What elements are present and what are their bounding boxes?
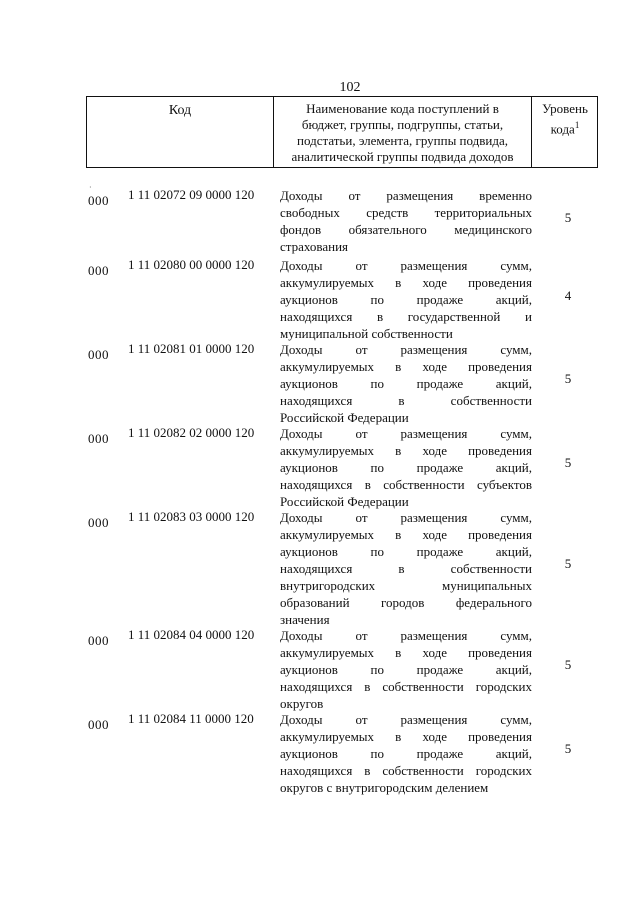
description-line: аукционов по продаже акций, — [280, 376, 532, 391]
admin-code: 000 — [88, 717, 109, 732]
description-line: Доходы от размещения сумм, — [280, 712, 532, 727]
description-line: Доходы от размещения сумм, — [280, 342, 532, 357]
revenue-code: 1 11 02084 11 0000 120 — [128, 711, 254, 726]
admin-code: 000 — [88, 431, 109, 446]
code-level: 4 — [564, 288, 572, 303]
header-name — [274, 101, 531, 165]
description-line: внутригородских муниципальных — [280, 578, 532, 593]
description-line: страхования — [280, 239, 349, 254]
revenue-description — [280, 509, 532, 628]
description-line: Российской Федерации — [280, 410, 409, 425]
header-name-line: подстатьи, элемента, группы подвида, — [297, 133, 508, 148]
header-name-line: бюджет, группы, подгруппы, статьи, — [301, 117, 504, 132]
description-line: находящихся в собственности городских — [280, 679, 532, 694]
description-line: аукционов по продаже акций, — [280, 292, 532, 307]
revenue-code: 1 11 02082 02 0000 120 — [128, 425, 255, 440]
revenue-code: 1 11 02081 01 0000 120 — [128, 341, 255, 356]
description-line: свободных средств территориальных — [280, 205, 532, 220]
description-line: аукционов по продаже акций, — [280, 746, 532, 761]
table-header — [86, 96, 598, 168]
admin-code: 000 — [88, 347, 109, 362]
header-name-line: аналитической группы подвида доходов — [291, 149, 514, 164]
code-level: 5 — [564, 556, 572, 571]
header-level-word: кода — [550, 121, 575, 137]
header-level-line — [532, 117, 598, 137]
description-line: аккумулируемых в ходе проведения — [280, 275, 532, 290]
description-line: образований городов федерального — [280, 595, 532, 610]
admin-code: 000 — [88, 263, 109, 278]
code-level: 5 — [564, 455, 572, 470]
description-line: Доходы от размещения сумм, — [280, 510, 532, 525]
description-line: находящихся в собственности — [280, 561, 532, 576]
description-line: Доходы от размещения сумм, — [280, 258, 532, 273]
admin-code: 000 — [88, 633, 109, 648]
description-line: находящихся в собственности городских — [280, 763, 532, 778]
description-line: аккумулируемых в ходе проведения — [280, 443, 532, 458]
page-number: 102 — [339, 80, 361, 95]
description-line: находящихся в государственной и — [280, 309, 532, 324]
header-name-line: Наименование кода поступлений в — [306, 101, 499, 116]
revenue-code: 1 11 02083 03 0000 120 — [128, 509, 255, 524]
revenue-code: 1 11 02072 09 0000 120 — [128, 187, 255, 202]
header-code: Код — [168, 103, 192, 118]
description-line: муниципальной собственности — [280, 326, 453, 341]
revenue-description — [280, 425, 532, 510]
description-line: значения — [280, 612, 330, 627]
description-line: Доходы от размещения сумм, — [280, 628, 532, 643]
description-line: аккумулируемых в ходе проведения — [280, 527, 532, 542]
description-line: аукционов по продаже акций, — [280, 460, 532, 475]
scan-speck: · — [89, 183, 92, 192]
code-level: 5 — [564, 371, 572, 386]
revenue-code: 1 11 02080 00 0000 120 — [128, 257, 255, 272]
description-line: фондов обязательного медицинского — [280, 222, 532, 237]
description-line: Российской Федерации — [280, 494, 409, 509]
revenue-description — [280, 341, 532, 426]
description-line: аккумулируемых в ходе проведения — [280, 359, 532, 374]
description-line: округов — [280, 696, 324, 711]
description-line: округов с внутригородским делением — [280, 780, 489, 795]
admin-code: 000 — [88, 515, 109, 530]
code-level: 5 — [564, 657, 572, 672]
description-line: аукционов по продаже акций, — [280, 662, 532, 677]
revenue-description — [280, 187, 532, 255]
revenue-description — [280, 711, 532, 796]
description-line: Доходы от размещения временно — [280, 188, 532, 203]
footnote-mark: 1 — [574, 120, 580, 130]
revenue-code: 1 11 02084 04 0000 120 — [128, 627, 255, 642]
header-level — [532, 101, 598, 137]
admin-code: 000 — [88, 193, 109, 208]
description-line: Доходы от размещения сумм, — [280, 426, 532, 441]
description-line: аккумулируемых в ходе проведения — [280, 729, 532, 744]
description-line: аккумулируемых в ходе проведения — [280, 645, 532, 660]
code-level: 5 — [564, 210, 572, 225]
header-level-line: Уровень — [542, 101, 588, 116]
description-line: аукционов по продаже акций, — [280, 544, 532, 559]
revenue-description — [280, 627, 532, 712]
code-level: 5 — [564, 741, 572, 756]
description-line: находящихся в собственности субъектов — [280, 477, 532, 492]
description-line: находящихся в собственности — [280, 393, 532, 408]
revenue-description — [280, 257, 532, 342]
